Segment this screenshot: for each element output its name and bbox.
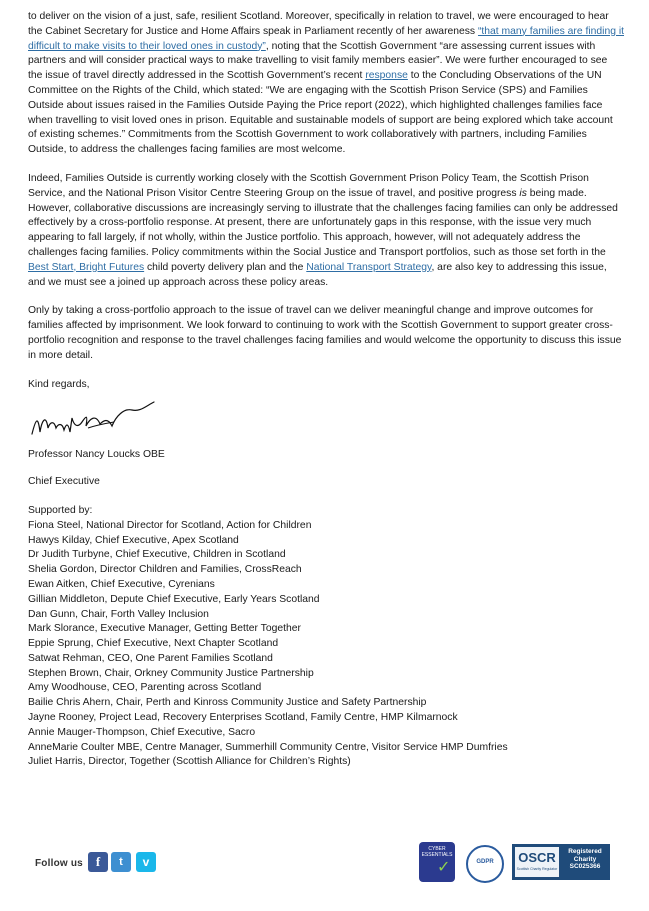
p2-text-1: Indeed, Families Outside is currently working closely with the Scottish Government Prison Policy Team, the Scottish Prison Service, and the National Prison Visitor Centre Steering Group on the issue of travel, and positive progress	[28, 172, 589, 199]
supporter: Dan Gunn, Chair, Forth Valley Inclusion	[28, 608, 209, 620]
checkmark-icon: ✓	[437, 859, 451, 876]
supporter: Dr Judith Turbyne, Chief Executive, Children in Scotland	[28, 549, 286, 561]
oscr-text	[562, 848, 608, 871]
paragraph-2	[28, 172, 624, 290]
supporter: Bailie Chris Ahern, Chair, Perth and Kinross Community Justice and Safety Partnership	[28, 697, 427, 709]
p2-text-4: , are also key to addressing this issue, and we must see a joined up approach across these policy areas.	[28, 261, 607, 288]
oscr-logo	[515, 847, 559, 877]
p1-text-2: , noting that the Scottish Government “are assessing current issues with partners and will consider practical ways to make travelling to visit family members easier”. We were further encouraged to see the issue of travel directly addressed in the Scottish Government’s recent	[28, 40, 608, 82]
p1-text-1: to deliver on the vision of a just, safe, resilient Scotland. Moreover, specifically in relation to travel, we were encouraged to hear the Cabinet Secretary for Justice and Home Affairs speak in Parliament recently of her awareness	[28, 11, 609, 37]
supporter: AnneMarie Coulter MBE, Centre Manager, Summerhill Community Centre, Visitor Service HMP Dumfries	[28, 741, 508, 753]
closing: Kind regards,	[28, 378, 90, 390]
supporter: Amy Woodhouse, CEO, Parenting across Scotland	[28, 682, 262, 694]
supported-by-heading: Supported by:	[28, 504, 93, 516]
p2-text-3: child poverty delivery plan and the	[144, 261, 307, 273]
oscr-registered-charity-badge	[512, 844, 610, 880]
supporter: Ewan Aitken, Chief Executive, Cyrenians	[28, 578, 215, 590]
response-link[interactable]: response	[365, 70, 408, 82]
oscr-logo-text: OSCR	[518, 850, 556, 865]
paragraph-3: Only by taking a cross-portfolio approach to the issue of travel can we deliver meaningful change and improve outcomes for families affected by imprisonment. We look forward to continuing to work with the Scottish Government to support greater cross-portfolio recognition and response to the travel challenges facing families and would welcome the opportunity to discuss this issue in more detail.	[28, 305, 622, 361]
parliament-quote-link[interactable]: “that many families are finding it difficult to make visits to their loved ones in custody”	[28, 25, 625, 52]
gdpr-badge: GDPR	[466, 845, 504, 883]
best-start-link[interactable]: Best Start, Bright Futures	[28, 261, 145, 273]
p2-emphasis: is	[519, 187, 527, 199]
follow-us-label: Follow us	[35, 858, 83, 869]
supporter: Juliet Harris, Director, Together (Scottish Alliance for Children’s Rights)	[28, 756, 351, 768]
p2-text-2: being made. However, collaborative discussions are increasingly serving to illustrate that the challenges facing families can only be addressed effectively by a cross-portfolio response. At present, there are unfortunately gaps in this response, with the issue very much appearing to fall largely, if not wholly, within the Justice portfolio. This approach, however, will not adequately address the challenges facing families. Policy commitments within the Social Justice and Transport portfolios, such as those set forth in the	[28, 187, 618, 258]
signature	[28, 398, 624, 444]
footer	[0, 838, 649, 898]
supporter: Satwat Rehman, CEO, One Parent Families Scotland	[28, 652, 273, 664]
supporter: Jayne Rooney, Project Lead, Recovery Enterprises Scotland, Family Centre, HMP Kilmarnock	[28, 712, 458, 724]
signatory-name: Professor Nancy Loucks OBE	[28, 449, 165, 461]
supporter: Gillian Middleton, Depute Chief Executive, Early Years Scotland	[28, 593, 320, 605]
oscr-charity-number: SC025366	[569, 863, 601, 870]
letter-body	[28, 10, 624, 770]
supporter: Hawys Kilday, Chief Executive, Apex Scotland	[28, 534, 239, 546]
facebook-icon[interactable]: f	[88, 852, 108, 872]
cyber-essentials-label: CYBER ESSENTIALS	[421, 846, 453, 858]
supporter: Fiona Steel, National Director for Scotland, Action for Children	[28, 519, 312, 531]
transport-strategy-link[interactable]: National Transport Strategy	[306, 261, 432, 273]
p1-text-3: to the Concluding Observations of the UN Committee on the Rights of the Child, which stated: “We are engaging with the Scottish Prison Service (SPS) and Families Outside about issues raised in the Families Outside Paying the Price report (2022), which highlighted challenges families face when travelling to visit loved ones in prison. Equitable and sustainable models of support are being explored which take account of existing schemes.” Commitments from the Scottish Government to work collaboratively with partners, including Families Outside, to address the challenges facing families are most welcome.	[28, 70, 613, 156]
supporter: Mark Slorance, Executive Manager, Getting Better Together	[28, 623, 301, 635]
twitter-icon[interactable]: t	[111, 852, 131, 872]
oscr-registered-label: Registered Charity	[568, 848, 602, 863]
signature-icon	[28, 398, 168, 444]
supporter: Stephen Brown, Chair, Orkney Community Justice Partnership	[28, 667, 314, 679]
paragraph-1	[28, 10, 624, 158]
vimeo-icon[interactable]: v	[136, 852, 156, 872]
supporters-list	[28, 504, 624, 770]
cyber-essentials-badge	[419, 842, 455, 882]
supporter: Annie Mauger-Thompson, Chief Executive, Sacro	[28, 726, 256, 738]
signatory-title: Chief Executive	[28, 476, 100, 488]
supporter: Shelia Gordon, Director Children and Families, CrossReach	[28, 564, 302, 576]
supporter: Eppie Sprung, Chief Executive, Next Chapter Scotland	[28, 638, 279, 650]
oscr-logo-subtitle: Scottish Charity Regulator	[516, 867, 558, 871]
